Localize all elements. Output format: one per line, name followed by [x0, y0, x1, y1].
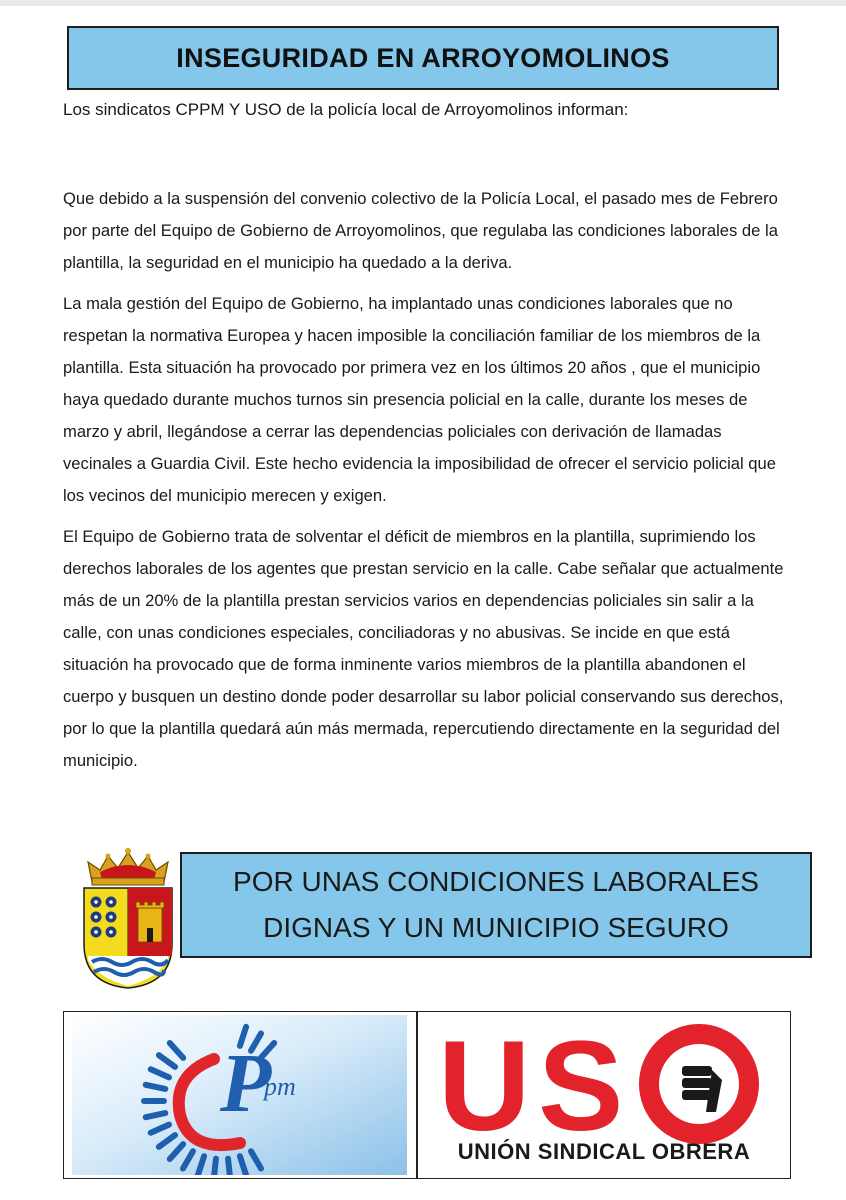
slogan-line-2: DIGNAS Y UN MUNICIPIO SEGURO: [263, 912, 729, 943]
shield-icon: [84, 888, 172, 988]
top-strip: [0, 0, 846, 6]
cppm-ray: [214, 1159, 216, 1175]
title-banner: [67, 26, 779, 90]
crown-icon: [88, 848, 168, 885]
slogan-line-1: POR UNAS CONDICIONES LABORALES: [233, 866, 759, 897]
arroyomolinos-crest-icon: [78, 848, 178, 990]
cppm-ray: [146, 1085, 166, 1089]
logo-divider: [416, 1012, 418, 1178]
union-logos: [63, 1011, 791, 1179]
cppm-letter-p: P: [220, 1037, 272, 1130]
uso-letter-s: S: [538, 1020, 624, 1158]
cppm-ray: [146, 1113, 166, 1117]
document-title: INSEGURIDAD EN ARROYOMOLINOS: [176, 42, 670, 73]
paragraph: El Equipo de Gobierno trata de solventar el déficit de miembros en la plantilla, suprimiendo los derechos laborales de los agentes que prestan servicio en la calle. Cabe señalar que actualmente más de un 20% de la plantilla prestan servicios varios en dependencias policiales sin salir a la calle, con unas condiciones especiales, conciliadoras y no abusivas. Se incide en que está situación ha provocado que de forma inminente varios miembros de la plantilla abandonen el cuerpo y busquen un destino donde poder desarrollar su labor policial conservando sus derechos, por lo que la plantilla quedará aún más mermada, repercutiendo directamente en la seguridad del municipio.: [63, 527, 784, 770]
uso-caption: UNIÓN SINDICAL OBRERA: [457, 1139, 751, 1164]
cppm-letters-pm: pm: [264, 1072, 296, 1101]
body-text: [63, 183, 793, 786]
paragraph: La mala gestión del Equipo de Gobierno, ha implantado unas condiciones laborales que no respetan la normativa Europea y hacen imposible la conciliación familiar de los miembros de la plantilla. Esta situación ha provocado por primera vez en los últimos 20 años , que el municipio haya quedado durante muchos turnos sin presencia policial en la calle, durante los meses de marzo y abril, llegándose a cerrar las dependencias policiales con derivación de llamadas vecinales a Guardia Civil. Este hecho evidencia la imposibilidad de ofrecer el servicio policial que los vecinos del municipio merecen y exigen.: [63, 294, 776, 505]
slogan-banner: [180, 852, 812, 958]
cppm-ray: [228, 1159, 230, 1175]
cppm-logo: [72, 1015, 407, 1175]
uso-fist-icon: [649, 1034, 749, 1134]
intro-text: Los sindicatos CPPM Y USO de la policía local de Arroyomolinos informan:: [63, 100, 629, 119]
paragraph: Que debido a la suspensión del convenio colectivo de la Policía Local, el pasado mes de Febrero por parte del Equipo de Gobierno de Arroyomolinos, que regulaba las condiciones laborales de la plantilla, la seguridad en el municipio ha quedado a la deriva.: [63, 189, 778, 272]
uso-letter-u: U: [438, 1020, 531, 1158]
